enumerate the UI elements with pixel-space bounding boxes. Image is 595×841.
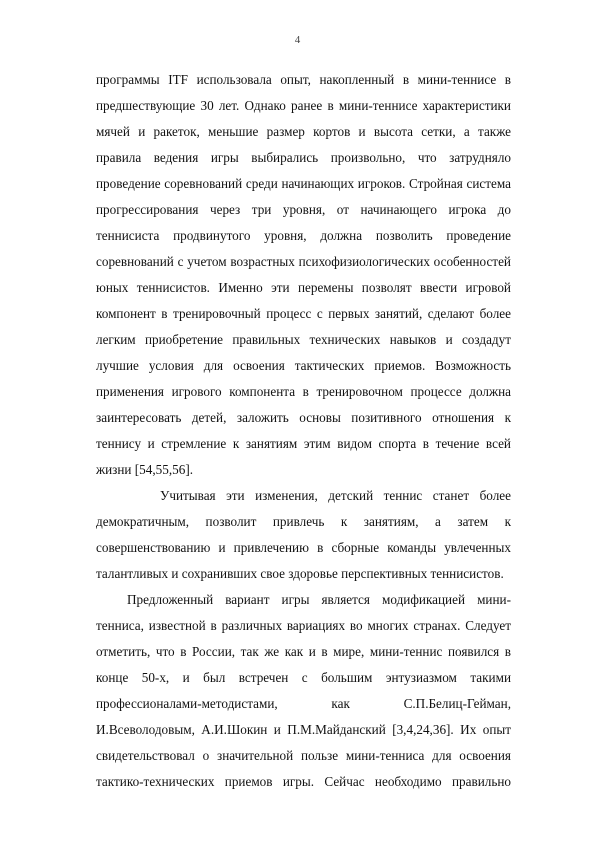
text-line: соревнований с учетом возрастных психофизиологических особенностей [96, 254, 511, 269]
text-line: применения игрового компонента в тренировочном процессе должна [96, 384, 511, 399]
text-line: программы ITF использовала опыт, накопленный в мини-теннисе в [96, 72, 511, 87]
text-line: правила ведения игры выбирались произвольно, что затрудняло [96, 150, 511, 165]
page-number: 4 [294, 34, 301, 46]
text-line: проведение соревнований среди начинающих игроков. Стройная система [96, 176, 511, 191]
text-line: заинтересовать детей, заложить основы позитивного отношения к [96, 410, 511, 425]
text-line: теннисиста продвинутого уровня, должна позволить проведение [96, 228, 511, 243]
text-line: тактико-технических приемов игры. Сейчас необходимо правильно [96, 774, 511, 789]
paragraph-first-line: Учитывая эти изменения, детский теннис станет более [160, 488, 511, 503]
text-line: юных теннисистов. Именно эти перемены позволят ввести игровой [96, 280, 511, 295]
text-line: конце 50-х, и был встречен с большим энтузиазмом такими [96, 670, 511, 685]
text-line: лучшие условия для освоения тактических приемов. Возможность [96, 358, 511, 373]
text-line: жизни [54,55,56]. [96, 462, 194, 477]
text-line: совершенствованию и привлечению в сборные команды увлеченных [96, 540, 511, 555]
text-line: прогрессирования через три уровня, от начинающего игрока до [96, 202, 511, 217]
text-line: талантливых и сохранивших свое здоровье перспективных теннисистов. [96, 566, 504, 581]
text-line: компонент в тренировочный процесс с первых занятий, сделают более [96, 306, 511, 321]
text-line: предшествующие 30 лет. Однако ранее в мини-теннисе характеристики [96, 98, 511, 113]
text-line: отметить, что в России, так же как и в мире, мини-теннис появился в [96, 644, 511, 659]
text-line: тенниса, известной в различных вариациях во многих странах. Следует [96, 618, 511, 633]
text-line: профессионалами-методистами, как С.П.Белиц-Гейман, [96, 696, 511, 711]
paragraph-first-line: Предложенный вариант игры является модификацией мини- [127, 592, 511, 607]
text-line: свидетельствовал о значительной пользе мини-тенниса для освоения [96, 748, 511, 763]
text-line: легким приобретение правильных технических навыков и создадут [96, 332, 511, 347]
text-line: демократичным, позволит привлечь к занятиям, а затем к [96, 514, 511, 529]
text-line: И.Всеволодовым, А.И.Шокин и П.М.Майданский [3,4,24,36]. Их опыт [96, 722, 511, 737]
text-line: мячей и ракеток, меньшие размер кортов и высота сетки, а также [96, 124, 511, 139]
text-line: теннису и стремление к занятиям этим видом спорта в течение всей [96, 436, 511, 451]
